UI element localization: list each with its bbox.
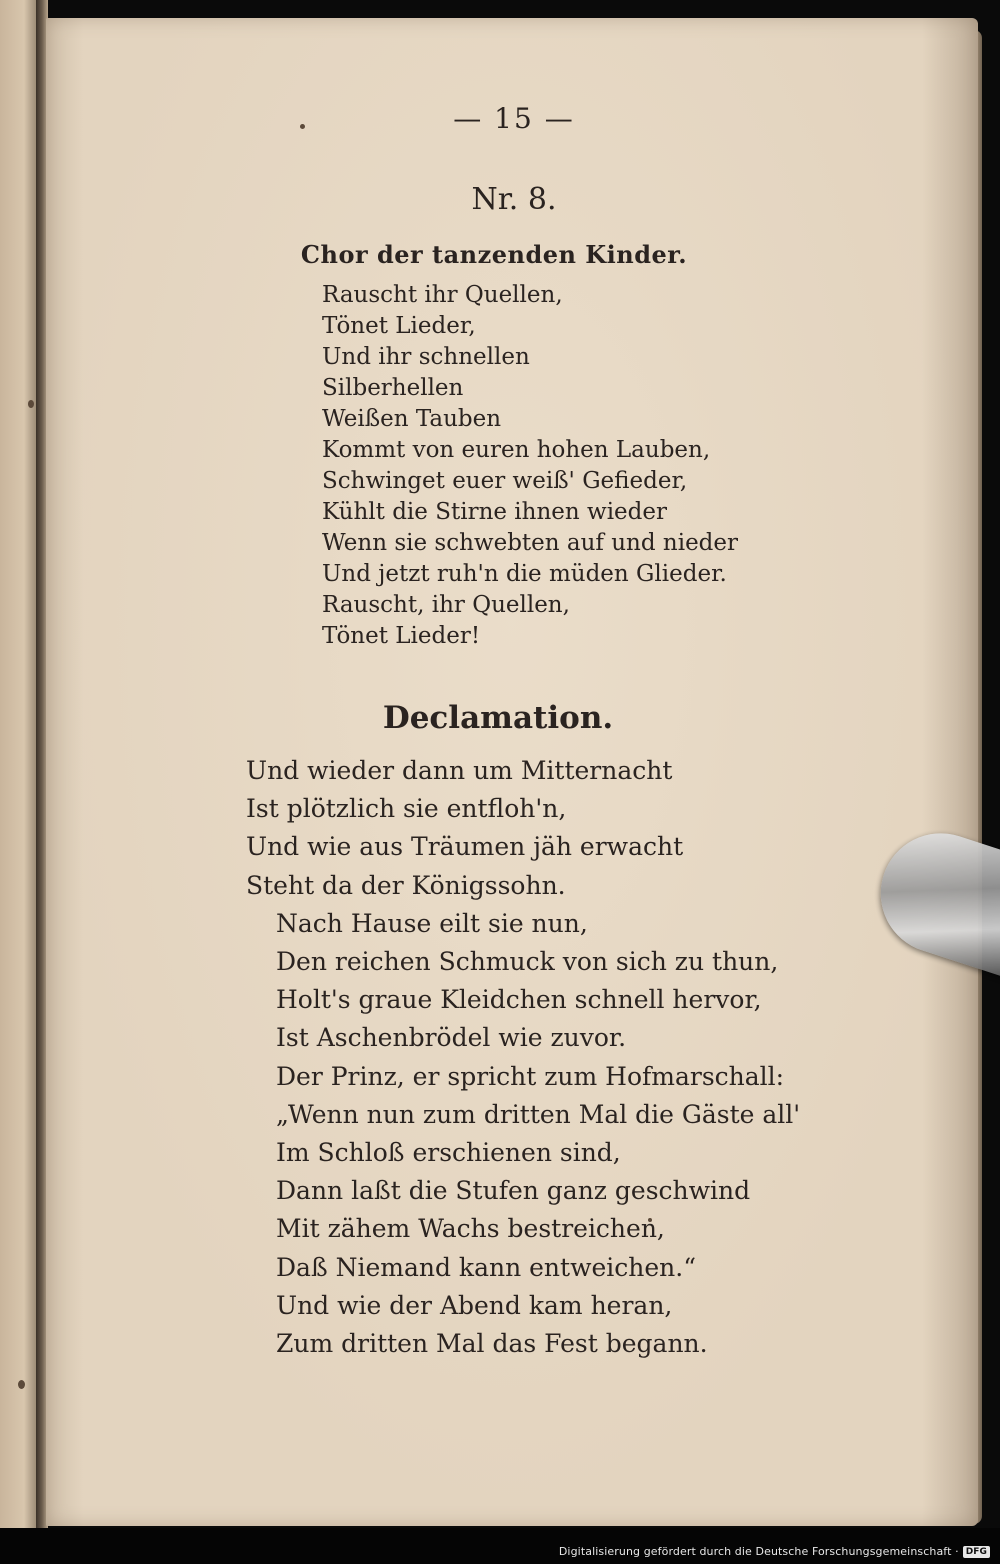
song-number: Nr. 8.: [471, 182, 557, 217]
paper-spot: [18, 1380, 25, 1389]
declamation-line: Und wieder dann um Mitternacht: [246, 756, 673, 785]
poem-line: Und ihr schnellen: [322, 344, 530, 370]
poem-line: Tönet Lieder,: [322, 313, 476, 339]
poem-line: Rauscht ihr Quellen,: [322, 282, 563, 308]
declamation-line: Und wie der Abend kam heran,: [276, 1290, 673, 1320]
declamation-line: Ist plötzlich sie entfloh'n,: [246, 794, 567, 824]
poem-line: Rauscht, ihr Quellen,: [322, 592, 570, 618]
left-page-edge: [0, 0, 40, 1528]
poem-line: Schwinget euer weiß' Gefieder,: [322, 468, 688, 494]
declamation-line: Daß Niemand kann entweichen.“: [276, 1252, 696, 1282]
footer-credit: [559, 1545, 990, 1558]
declamation-line: Im Schloß erschienen sind,: [276, 1138, 621, 1168]
poem-block: [322, 280, 738, 652]
declamation-line: Und wie aus Träumen jäh erwacht: [246, 832, 684, 862]
poem-line: Tönet Lieder!: [322, 623, 481, 649]
footer-credit-text: Digitalisierung gefördert durch die Deutsche Forschungsgemeinschaft ·: [558, 1545, 959, 1558]
section-heading: Declamation.: [382, 700, 614, 736]
paper-spot: [28, 400, 34, 408]
declamation-line: Der Prinz, er spricht zum Hofmarschall:: [276, 1061, 785, 1091]
declamation-line: Dann laßt die Stufen ganz geschwind: [276, 1176, 751, 1206]
declamation-line: Steht da der Königssohn.: [246, 870, 566, 900]
poem-line: Wenn sie schwebten auf und nieder: [322, 530, 739, 556]
poem-line: Silberhellen: [322, 375, 464, 401]
declamation-line: Zum dritten Mal das Fest begann.: [276, 1329, 708, 1359]
declamation-block: [246, 752, 800, 1363]
page-number: — 15 —: [453, 102, 575, 135]
song-title: Chor der tanzenden Kinder.: [300, 240, 688, 269]
declamation-line: Ist Aschenbrödel wie zuvor.: [276, 1023, 627, 1053]
poem-line: Und jetzt ruh'n die müden Glieder.: [322, 561, 727, 587]
poem-line: Weißen Tauben: [322, 406, 502, 432]
declamation-line: Holt's graue Kleidchen schnell hervor,: [276, 985, 762, 1015]
poem-line: Kühlt die Stirne ihnen wieder: [322, 499, 667, 525]
declamation-line: Nach Hause eilt sie nun,: [276, 908, 588, 938]
declamation-line: Den reichen Schmuck von sich zu thun,: [276, 947, 779, 977]
poem-line: Kommt von euren hohen Lauben,: [322, 437, 711, 463]
declamation-line: Mit zähem Wachs bestreichen,: [276, 1214, 665, 1244]
declamation-line: „Wenn nun zum dritten Mal die Gäste all': [276, 1099, 801, 1129]
dfg-logo-icon: DFG: [963, 1546, 990, 1558]
